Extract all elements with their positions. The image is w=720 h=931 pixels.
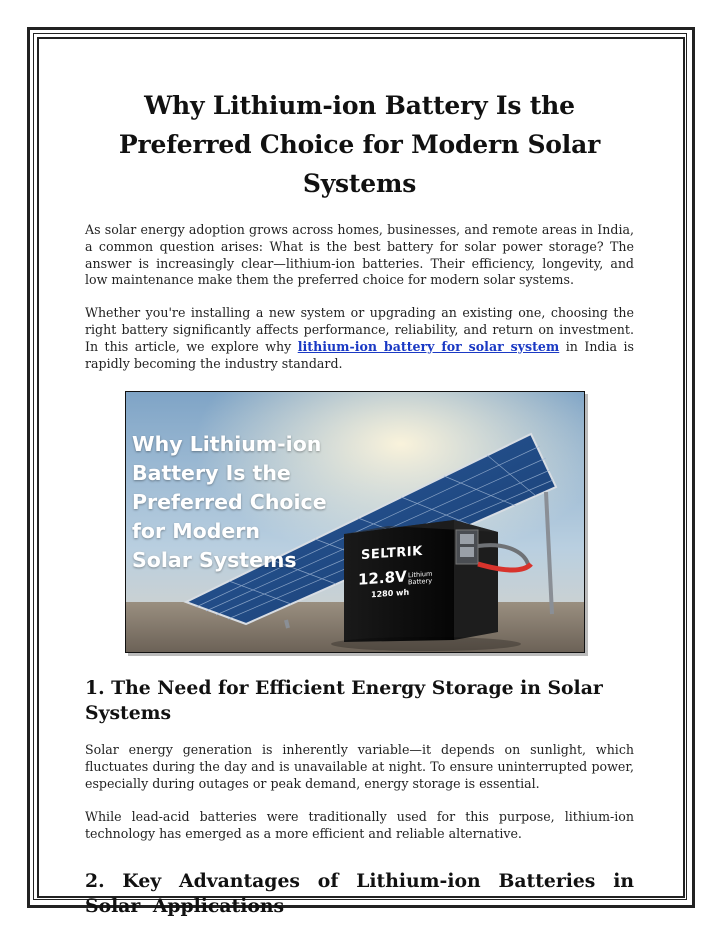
section-1-paragraph-1: Solar energy generation is inherently variable—it depends on sunlight, which fluctuates during the day and is unavailable at night. To ensure uninterrupted power, especially during outages or peak demand, energy storage is essential. bbox=[85, 742, 634, 791]
section-1-paragraph-2: While lead-acid batteries were traditionally used for this purpose, lithium-ion technology has emerged as a more efficient and reliable alternative. bbox=[85, 808, 634, 841]
hero-headline-line: Battery Is the bbox=[132, 461, 291, 486]
section-1-heading: 1. The Need for Efficient Energy Storage in Solar Systems bbox=[85, 677, 603, 725]
hero-headline-line: for Modern bbox=[132, 519, 261, 544]
hero-headline-line: Preferred Choice bbox=[132, 490, 327, 515]
lithium-ion-battery-link[interactable]: lithium-ion battery for solar system bbox=[297, 338, 560, 354]
battery-voltage-label: 12.8V bbox=[358, 567, 407, 590]
hero-headline-line: Why Lithium-ion bbox=[132, 432, 322, 457]
intro-paragraph-1: As solar energy adoption grows across homes, businesses, and remote areas in India, a common question arises: What is the best battery for solar power storage? The answer is increasingly clear—lithium-ion batteries. Their efficiency, longevity, and low maintenance make them the preferred choice for modern solar systems. bbox=[85, 222, 634, 288]
article-title: Why Lithium-ion Battery Is the Preferred Choice for Modern Solar Systems bbox=[118, 91, 601, 198]
battery-chemistry-line-1: Lithium bbox=[408, 570, 433, 580]
battery-capacity-label: 1280 wh bbox=[371, 588, 410, 600]
battery-brand-label: SELTRIK bbox=[361, 544, 423, 564]
intro-paragraph-2-after: in India is rapidly becoming the industry standard. bbox=[85, 338, 634, 371]
section-2-heading: 2. Key Advantages of Lithium-ion Batteries in Solar Applications bbox=[85, 870, 634, 918]
article-content bbox=[85, 86, 634, 919]
hero-headline bbox=[132, 430, 362, 575]
intro-paragraph-2-before: Whether you're installing a new system or upgrading an existing one, choosing the right battery significantly affects performance, reliability, and return on investment. In this article, we explore why bbox=[85, 305, 634, 354]
hero-image bbox=[125, 391, 585, 653]
battery-chemistry-line-2: Battery bbox=[408, 577, 433, 587]
intro-paragraph-2 bbox=[85, 305, 634, 372]
hero-headline-line: Solar Systems bbox=[132, 548, 297, 573]
